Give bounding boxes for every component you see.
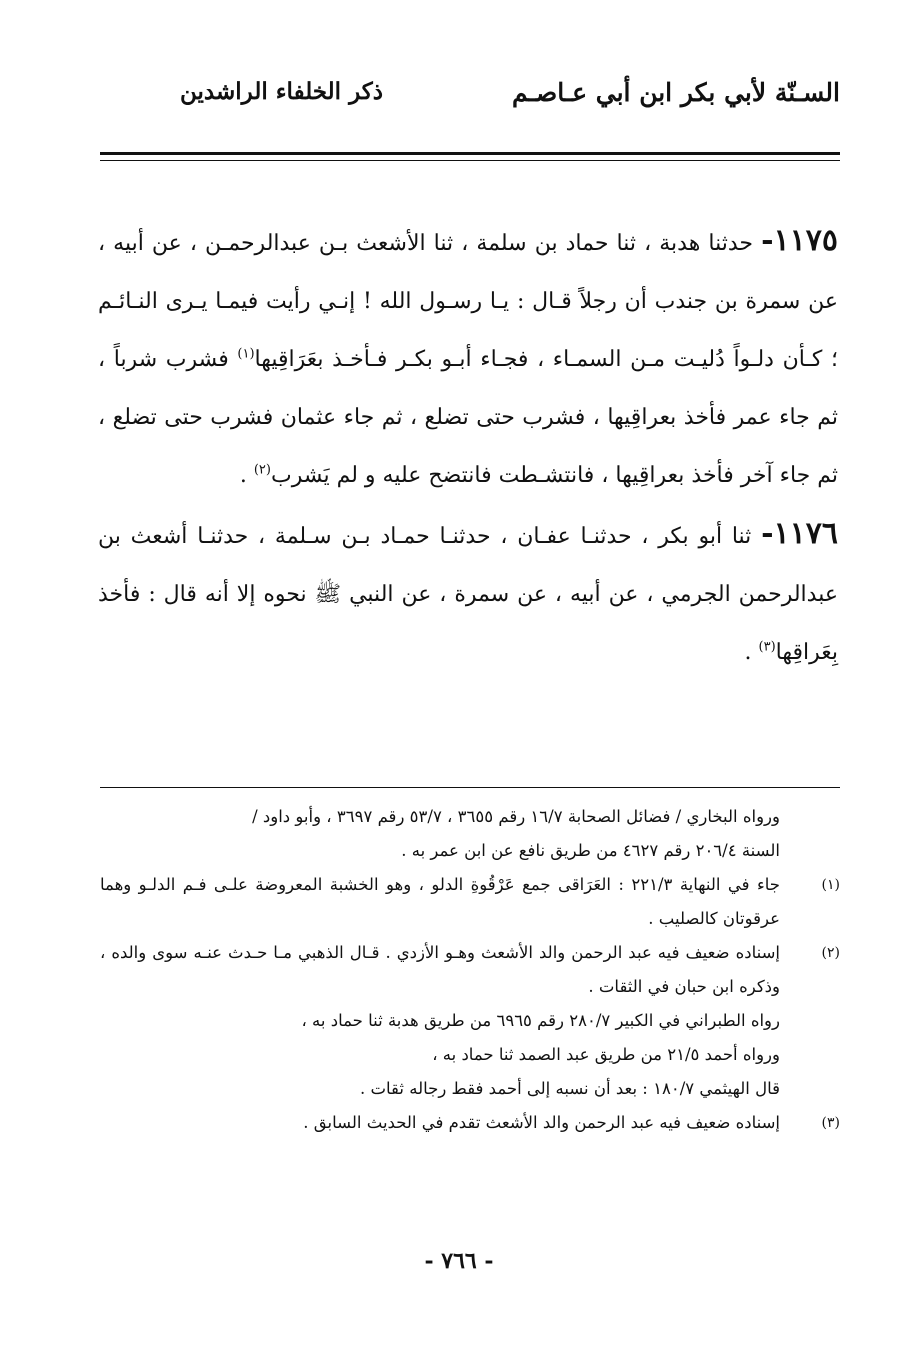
footnote-mark: (١) [821,877,840,893]
hadith-1175 [98,212,838,505]
footnote-line: رواه الطبراني في الكبير ٢٨٠/٧ رقم ٦٩٦٥ من طريق هدبة ثنا حماد به ، [301,1011,780,1030]
footnote-3 [100,1106,840,1140]
book-title: السـنّة لأبي بكر ابن أبي عـاصـم [512,78,840,107]
section-title: ذكر الخلفاء الراشدين [180,78,383,105]
hadith-number: ١١٧٥- [761,223,838,258]
header-rule-thick [100,152,840,155]
hadith-text-end: . [744,640,759,665]
hadith-text: فشرب شرباً ، ثم جاء عمر فأخذ بعراقِيها ، فشرب حتى تضلع ، ثم جاء عثمان فشرب حتى تضلع ، ثم جاء آخر فأخذ بعراقِيها ، فانتشـطت فانتضح عليه و لم يَشرب [98,347,838,488]
header-rule-thin [100,160,840,161]
footnote-intro-line: السنة ٢٠٦/٤ رقم ٤٦٢٧ من طريق نافع عن ابن عمر به . [401,841,780,860]
page-number: - ٧٦٦ - [424,1248,494,1274]
footnote-ref: (١) [237,346,255,362]
footnote-text: جاء في النهاية ٢٢١/٣ : العَرَاقى جمع عَرْقُوةِ الدلو ، وهو الخشبة المعروضة علـى فـم الدلـو وهما عرقوتان كالصليب . [100,875,780,928]
main-text [98,212,838,682]
running-header [120,78,840,118]
hadith-number: ١١٧٦- [761,516,838,551]
footnote-separator [100,787,840,788]
footnote-ref: (٣) [758,639,776,655]
footnote-2 [100,936,840,1004]
footnote-mark: (٣) [821,1115,840,1131]
footnote-line: قال الهيثمي ١٨٠/٧ : بعد أن نسبه إلى أحمد فقط رجاله ثقات . [359,1079,780,1098]
footnotes [100,800,840,1140]
hadith-text-end: . [239,463,254,488]
hadith-text: حدثنا هدبة ، ثنا حماد بن سلمة ، ثنا الأشعث بـن عبدالرحمـن ، عن أبيه ، عن سمرة بن جندب أن رجلاً قـال : يـا رسـول الله ! إنـي رأيت فيمـا يـرى النـائـم ؛ كـأن دلـواً دُليـت مـن السمـاء ، فجـاء أبـو بكـر فـأخـذ بعَرَاقِيها [98,231,838,372]
footnote-text: إسناده ضعيف فيه عبد الرحمن والد الأشعث تقدم في الحديث السابق . [303,1113,780,1132]
footnote-intro-line: ورواه البخاري / فضائل الصحابة ١٦/٧ رقم ٣٦٥٥ ، ٥٣/٧ رقم ٣٦٩٧ ، وأبو داود / [252,807,780,826]
footnote-text: إسناده ضعيف فيه عبد الرحمن والد الأشعث وهـو الأزدي . قـال الذهبي مـا حـدث عنـه سوى والده ، وذكره ابن حبان في الثقات . [100,943,780,996]
hadith-text: ثنا أبو بكر ، حدثنـا عفـان ، حدثنـا حمـاد بـن سـلمة ، حدثنـا أشعث بن عبدالرحمن الجرمي ، عن أبيه ، عن سمرة ، عن النبي ﷺ نحوه إلا أنه قال : فأخذ بِعَراقِها [98,524,838,665]
footnote-1 [100,868,840,936]
footnote-mark: (٢) [821,945,840,961]
hadith-1176 [98,505,838,682]
footnote-ref: (٢) [253,462,271,478]
footnote-line: ورواه أحمد ٢١/٥ من طريق عبد الصمد ثنا حماد به ، [432,1045,780,1064]
